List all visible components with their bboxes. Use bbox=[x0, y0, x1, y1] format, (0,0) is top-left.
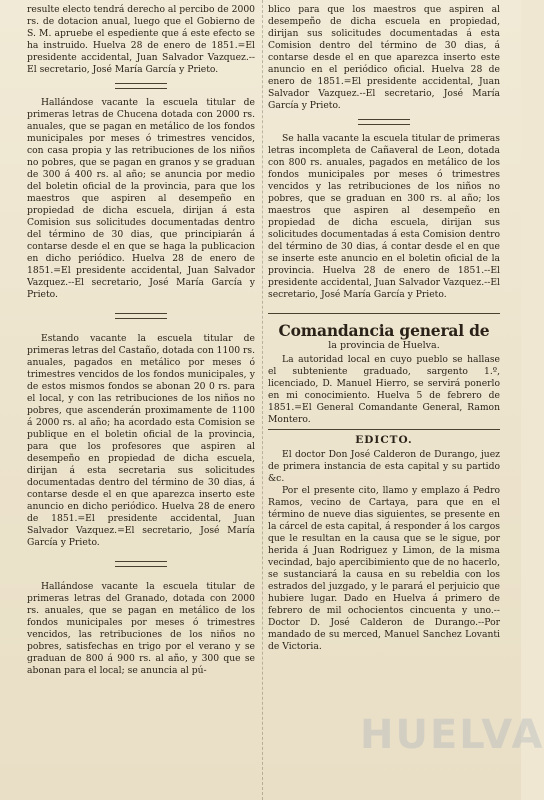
section-heading: Comandancia general de bbox=[278, 321, 490, 340]
notice-chucena: Hallándose vacante la escuela titular de primeras letras de Chucena dotada con 2000 rs. anuales, que se pagan en metálico de los fondos municipales por meses ó trimestres vencidos, con casa propia y las retribuciones de los niños no pobres, que se pagan en granos y se graduan de 300 á 400 rs. al año; se anuncia por medio del boletin oficial de la provincia, para que los maestros que aspiren al desempeño en propiedad de dicha escuela, dirijan á esta Comision sus solicitudes documentadas dentro del término de 30 dias, que principiarán á contarse desde el en que se haga la publicacion en dicho periódico. Huelva 28 de enero de 1851.=El presidente accidental, Juan Salvador Vazquez.--El secretario, José María García y Prieto. bbox=[27, 97, 255, 300]
left-column bbox=[27, 4, 255, 677]
edicto-body: Por el presente cito, llamo y emplazo á Pedro Ramos, vecino de Cartaya, para que en el término de nueve dias siguientes, se presente en la cárcel de esta capital, á responder á los cargos que le resultan en la causa que se le sigue, por herida á Juan Rodriguez y Limon, de la misma vecindad, bajo apercibimiento que de no hacerlo, se sustanciará la causa en su rebeldia con los estrados del juzgado, y le parará el perjuicio que hubiere lugar. Dado en Huelva á primero de febrero de mil ochocientos cincuenta y uno.--Doctor D. José Calderon de Durango.--Por mandado de su merced, Manuel Sanchez Lovanti de Victoria. bbox=[268, 485, 500, 652]
notice-canaveral: Se halla vacante la escuela titular de primeras letras incompleta de Cañaveral de Leon, dotada con 800 rs. anuales, pagados en metálico de los fondos municipales por meses ó trimestres vencidos y las retribuciones de los niños no pobres, que se graduan en 300 rs. al año; los maestros que aspiren al desempeño en propiedad de dicha escuela, dirijan sus solicitudes documentadas á esta Comision dentro del término de 30 dias, á contar desde el en que se inserte este anuncio en el boletin oficial de la provincia. Huelva 28 de enero de 1851.--El presidente accidental, Juan Salvador Vazquez.--El secretario, José María García y Prieto. bbox=[268, 133, 500, 300]
section-rule bbox=[268, 313, 500, 314]
notice-castano: Estando vacante la escuela titular de primeras letras del Castaño, dotada con 1100 rs. anuales, pagados en metálico por meses ó trimestres vencidos de los fondos municipales, y de estos mismos fondos se abonan 20 0 rs. para el local, y con las retribuciones de los niños no pobres, que ascenderán proximamente de 1100 á 2000 rs. al año; ha acordado esta Comision se publique en el boletin oficial de la provincia, para que los profesores que aspiren al desempeño en propiedad de dicha escuela, dirijan á esta secretaria sus solicitudes documentadas dentro del término de 30 dias, á contarse desde el en que aparezca inserto este anuncio en dicho periódico. Huelva 28 de enero de 1851.=El presidente accidental, Juan Salvador Vazquez.=El secretario, José María García y Prieto. bbox=[27, 333, 256, 548]
separator bbox=[358, 119, 410, 125]
right-column bbox=[268, 4, 500, 653]
notice-granado-continuation: blico para que los maestros que aspiren al desempeño de dicha escuela en propiedad, dirijan sus solicitudes documentadas á esta Comision dentro del término de 30 dias, á contarse desde el en que aparezca inserto este anuncio en el periódico oficial. Huelva 28 de enero de 1851.=El presidente accidental, Juan Salvador Vazquez.--El secretario, José María García y Prieto. bbox=[268, 4, 500, 111]
column-divider bbox=[262, 0, 264, 800]
notice-continuation: resulte electo tendrá derecho al percibo de 2000 rs. de dotacion anual, luego que el Gobierno de S. M. apruebe el espediente que á este efecto se ha instruido. Huelva 28 de enero de 1851.=El presidente accidental, Juan Salvador Vazquez.--El secretario, José María García y Prieto. bbox=[27, 4, 256, 75]
section-subheading: la provincia de Huelva. bbox=[328, 340, 440, 351]
section-rule bbox=[268, 429, 500, 430]
separator bbox=[115, 561, 167, 567]
separator bbox=[115, 313, 167, 319]
notice-comandancia: La autoridad local en cuyo pueblo se hallase el subteniente graduado, sargento 1.º, licenciado, D. Manuel Hierro, se servirá ponerlo en mi conocimiento. Huelva 5 de febrero de 1851.=El General Comandante General, Ramon Montero. bbox=[268, 354, 500, 425]
notice-granado: Hallándose vacante la escuela titular de primeras letras del Granado, dotada con 2000 rs. anuales, que se pagan en metálico de los fondos municipales por meses ó trimestres vencidos, las retribuciones de los niños no pobres, satisfechas en trigo por el verano y se graduan de 800 á 900 rs. al año, y 300 que se abonan para el local; se anuncia al pú- bbox=[27, 581, 255, 676]
separator bbox=[115, 83, 167, 89]
watermark: HUELVA bbox=[360, 712, 544, 758]
edicto-judge: El doctor Don José Calderon de Durango, juez de primera instancia de esta capital y su partido &c. bbox=[268, 449, 500, 484]
edicto-heading: EDICTO. bbox=[355, 434, 413, 446]
